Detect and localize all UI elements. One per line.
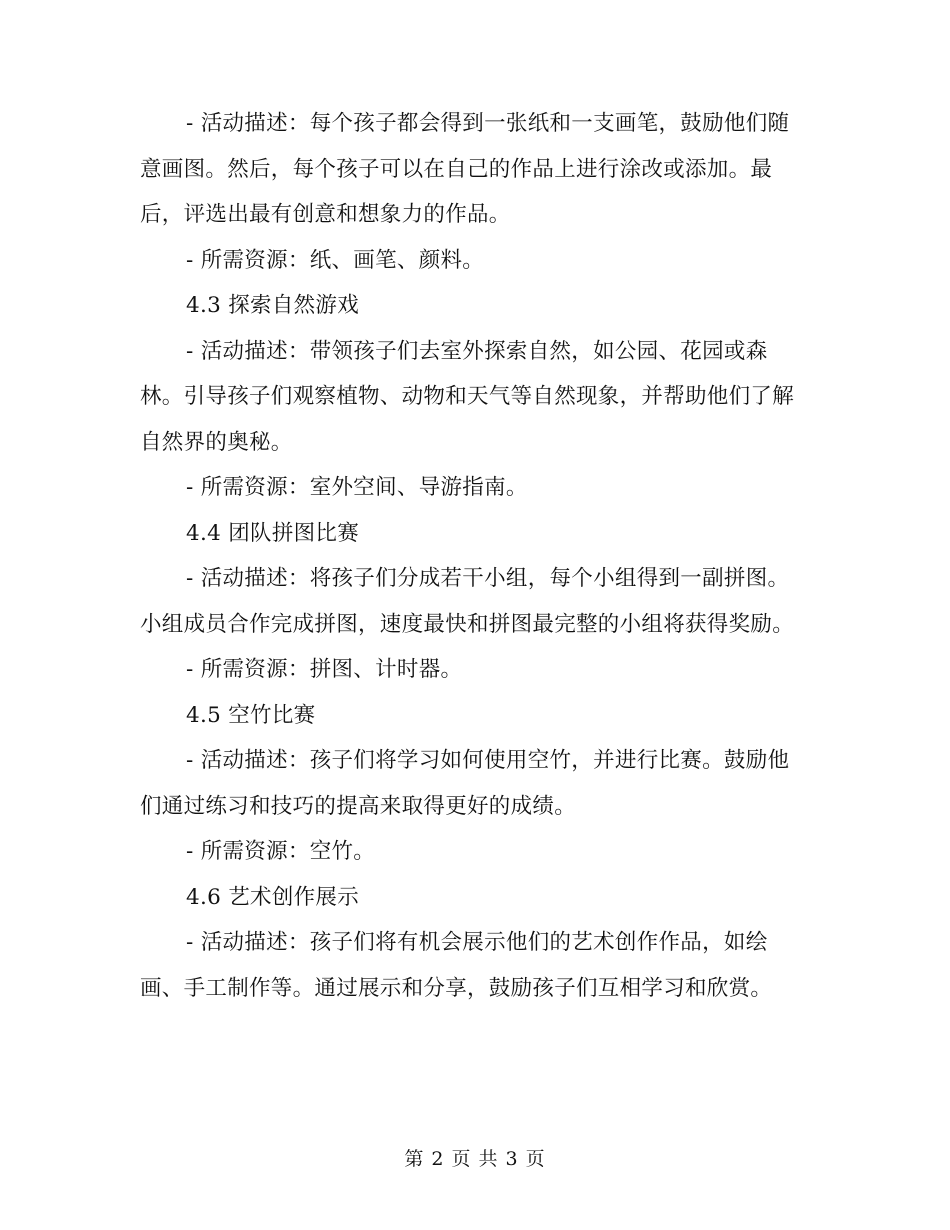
paragraph-puzzle-resources: - 所需资源：拼图、计时器。 (186, 657, 463, 682)
page-number-footer: 第 2 页 共 3 页 (404, 1148, 546, 1170)
section-heading-4-5: 4.5 空竹比赛 (186, 702, 316, 728)
paragraph-puzzle-activity: - 活动描述：将孩子们分成若干小组，每个小组得到一副拼图。小组成员合作完成拼图，速度最快和拼图最完整的小组将获得奖励。 (140, 566, 795, 637)
paragraph-nature-resources: - 所需资源：室外空间、导游指南。 (186, 475, 528, 500)
paragraph-diabolo-resources: - 所需资源：空竹。 (186, 839, 376, 864)
section-heading-4-4: 4.4 团队拼图比赛 (186, 520, 360, 546)
section-heading-4-6: 4.6 艺术创作展示 (186, 884, 360, 910)
paragraph-drawing-resources: - 所需资源：纸、画笔、颜料。 (186, 247, 485, 273)
section-heading-4-3: 4.3 探索自然游戏 (186, 293, 360, 318)
paragraph-art-activity: - 活动描述：孩子们将有机会展示他们的艺术创作作品，如绘画、手工制作等。通过展示和分享，鼓励孩子们互相学习和欣赏。 (140, 930, 773, 1001)
paragraph-nature-activity: - 活动描述：带领孩子们去室外探索自然，如公园、花园或森林。引导孩子们观察植物、动物和天气等自然现象，并帮助他们了解自然界的奥秘。 (140, 338, 795, 455)
document-body (140, 101, 800, 1011)
paragraph-drawing-activity: - 活动描述：每个孩子都会得到一张纸和一支画笔，鼓励他们随意画图。然后，每个孩子可以在自己的作品上进行涂改或添加。最后，评选出最有创意和想象力的作品。 (140, 111, 790, 227)
paragraph-diabolo-activity: - 活动描述：孩子们将学习如何使用空竹，并进行比赛。鼓励他们通过练习和技巧的提高来取得更好的成绩。 (140, 748, 790, 819)
